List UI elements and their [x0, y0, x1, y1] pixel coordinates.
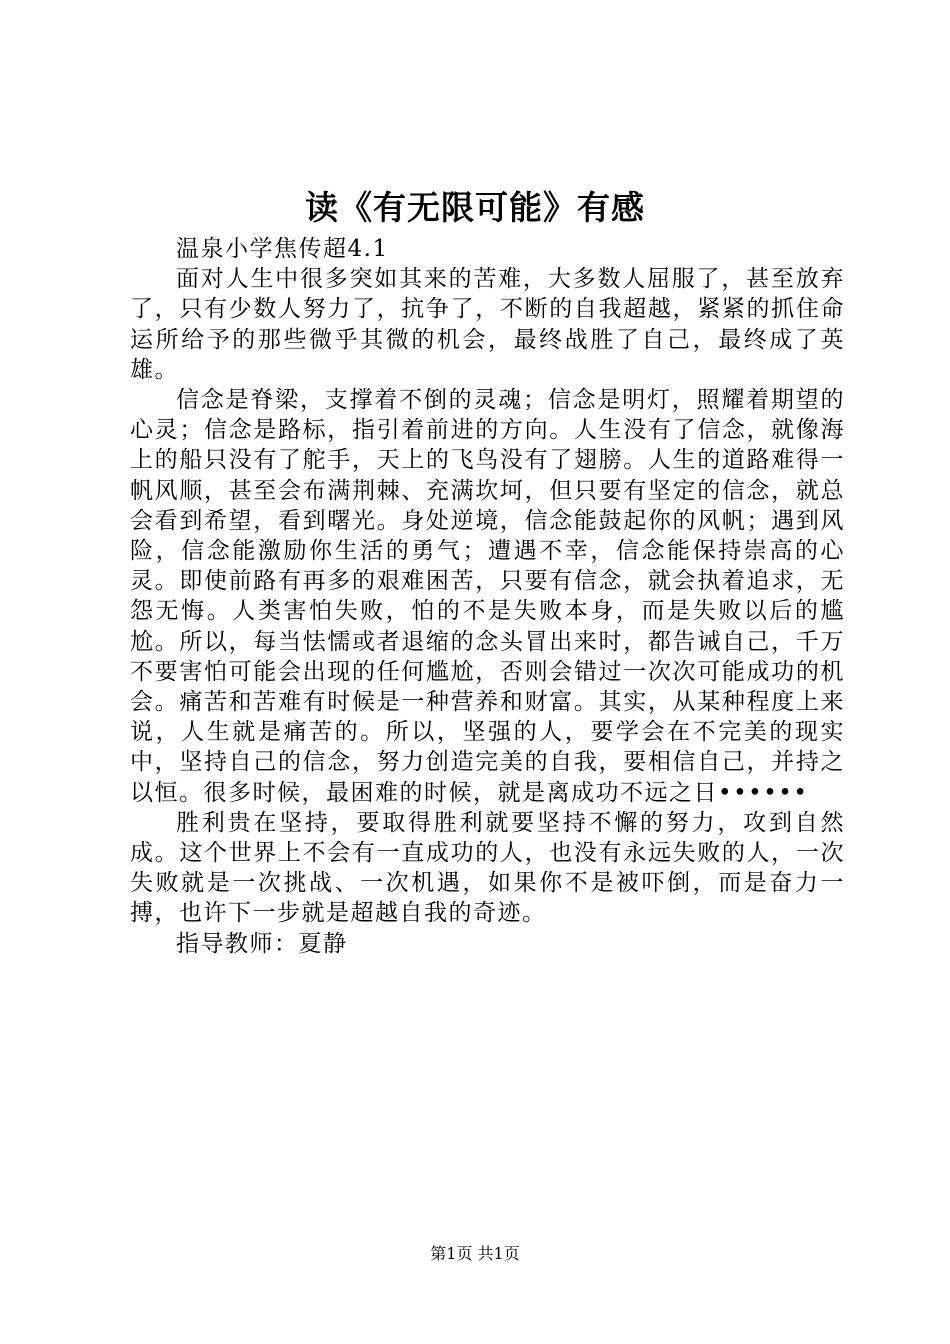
author-line: 温泉小学焦传超4.1 — [176, 236, 389, 262]
teacher-line: 指导教师：夏静 — [176, 930, 348, 957]
document-title: 读《有无限可能》有感 — [305, 188, 645, 227]
paragraph-3: 胜利贵在坚持，要取得胜利就要坚持不懈的努力，攻到自然成。这个世界上不会有一直成功的人，也没有永远失败的人，一次失败就是一次挑战、一次机遇，如果你不是被吓倒，而是奋力一搏，也许下一步就是超越自我的奇迹。 — [130, 809, 845, 927]
paragraph-2: 信念是脊梁，支撑着不倒的灵魂；信念是明灯，照耀着期望的心灵；信念是路标，指引着前进的方向。人生没有了信念，就像海上的船只没有了舵手，天上的飞鸟没有了翅膀。人生的道路难得一帆风顺，甚至会布满荆棘、充满坎坷，但只要有坚定的信念，就总会看到希望，看到曙光。身处逆境，信念能鼓起你的风帆；遇到风险，信念能激励你生活的勇气；遭遇不幸，信念能保持崇高的心灵。即使前路有再多的艰难困苦，只要有信念，就会执着追求，无怨无悔。人类害怕失败，怕的不是失败本身，而是失败以后的尴尬。所以，每当怯懦或者退缩的念头冒出来时，都告诫自己，千万不要害怕可能会出现的任何尴尬，否则会错过一次次可能成功的机会。痛苦和苦难有时候是一种营养和财富。其实，从某种程度上来说，人生就是痛苦的。所以，坚强的人，要学会在不完美的现实中，坚持自己的信念，努力创造完美的自我，要相信自己，并持之以恒。很多时候，最困难的时候，就是离成功不远之日•••••• — [130, 387, 845, 806]
page-footer: 第1页 共1页 — [430, 1244, 520, 1263]
document-body — [130, 234, 845, 959]
paragraph-1: 面对人生中很多突如其来的苦难，大多数人屈服了，甚至放弃了，只有少数人努力了，抗争了，不断的自我超越，紧紧的抓住命运所给予的那些微乎其微的机会，最终战胜了自己，最终成了英雄。 — [130, 266, 845, 383]
